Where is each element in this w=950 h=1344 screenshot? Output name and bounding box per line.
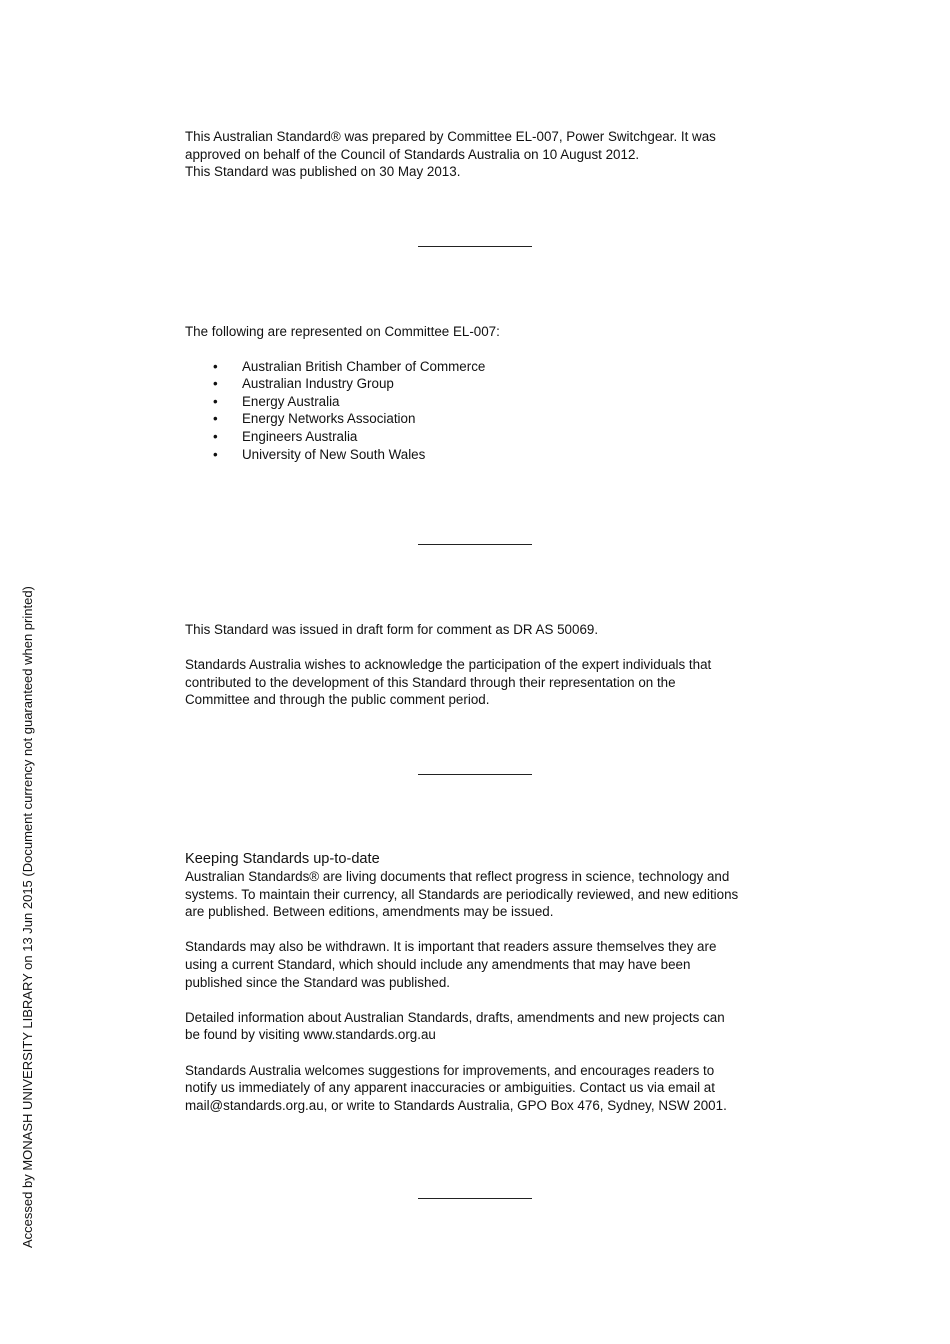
list-item bbox=[185, 446, 785, 464]
bullet-icon: • bbox=[213, 376, 218, 392]
committee-section bbox=[185, 323, 785, 463]
paragraph-line: published since the Standard was published. bbox=[185, 974, 451, 990]
paragraph-line: are published. Between editions, amendments may be issued. bbox=[185, 904, 554, 920]
bullet-icon: • bbox=[213, 411, 218, 427]
acknowledgement-line-1: Standards Australia wishes to acknowledge the participation of the expert individuals that bbox=[185, 657, 712, 673]
paragraph-line: Standards may also be withdrawn. It is important that readers assure themselves they are bbox=[185, 939, 717, 955]
member-name: Energy Australia bbox=[242, 393, 340, 409]
detailed-information-paragraph bbox=[185, 1009, 785, 1044]
paragraph-line: Detailed information about Australian Standards, drafts, amendments and new projects can bbox=[185, 1009, 725, 1025]
preparation-line-1: This Australian Standard® was prepared by Committee EL-007, Power Switchgear. It was bbox=[185, 129, 716, 144]
member-name: Australian British Chamber of Commerce bbox=[242, 358, 486, 374]
member-name: Australian Industry Group bbox=[242, 376, 394, 392]
postal-address: , or write to Standards Australia, GPO Box 476, Sydney, NSW 2001. bbox=[323, 1097, 727, 1113]
paragraph-line: notify us immediately of any apparent inaccuracies or ambiguities. Contact us via email at bbox=[185, 1080, 715, 1096]
paragraph-line bbox=[185, 1097, 785, 1115]
paragraph-line bbox=[185, 1026, 785, 1044]
draft-section bbox=[185, 621, 785, 709]
section-divider bbox=[418, 544, 532, 545]
paragraph-line: Australian Standards® are living documents that reflect progress in science, technology and bbox=[185, 869, 730, 884]
access-watermark: Accessed by MONASH UNIVERSITY LIBRARY on 13 Jun 2015 (Document currency not guaranteed when printed) bbox=[20, 586, 35, 1248]
withdrawal-paragraph bbox=[185, 938, 785, 991]
bullet-icon: • bbox=[213, 428, 218, 444]
paragraph-line: Standards Australia welcomes suggestions for improvements, and encourages readers to bbox=[185, 1062, 715, 1078]
email-link[interactable]: mail@standards.org.au bbox=[185, 1097, 324, 1113]
member-name: Engineers Australia bbox=[242, 428, 358, 444]
committee-member-list bbox=[185, 358, 785, 464]
list-item bbox=[185, 428, 785, 446]
acknowledgement-paragraph bbox=[185, 656, 785, 709]
list-item bbox=[185, 375, 785, 393]
preparation-statement bbox=[185, 128, 785, 181]
bullet-icon: • bbox=[213, 446, 218, 462]
list-item bbox=[185, 358, 785, 376]
bullet-icon: • bbox=[213, 393, 218, 409]
paragraph-line: systems. To maintain their currency, all Standards are periodically reviewed, and new editions bbox=[185, 886, 739, 902]
member-name: University of New South Wales bbox=[242, 446, 426, 462]
publication-line: This Standard was published on 30 May 2013. bbox=[185, 164, 461, 180]
draft-issue-statement: This Standard was issued in draft form for comment as DR AS 50069. bbox=[185, 622, 599, 637]
link-prefix: be found by visiting bbox=[185, 1027, 304, 1043]
section-divider bbox=[418, 774, 532, 775]
acknowledgement-line-2: contributed to the development of this Standard through their representation on the bbox=[185, 674, 676, 690]
suggestions-paragraph bbox=[185, 1062, 785, 1115]
member-name: Energy Networks Association bbox=[242, 411, 416, 427]
website-link[interactable]: www.standards.org.au bbox=[303, 1027, 436, 1043]
section-divider bbox=[418, 1198, 532, 1199]
living-documents-paragraph bbox=[185, 868, 785, 921]
list-item bbox=[185, 410, 785, 428]
preparation-line-2: approved on behalf of the Council of Standards Australia on 10 August 2012. bbox=[185, 146, 640, 162]
section-divider bbox=[418, 246, 532, 247]
paragraph-line: using a current Standard, which should include any amendments that may have been bbox=[185, 956, 691, 972]
section-heading: Keeping Standards up-to-date bbox=[185, 851, 380, 867]
committee-intro: The following are represented on Committee EL-007: bbox=[185, 324, 500, 339]
keeping-up-to-date-section bbox=[185, 850, 785, 1114]
bullet-icon: • bbox=[213, 358, 218, 374]
list-item bbox=[185, 393, 785, 411]
acknowledgement-line-3: Committee and through the public comment period. bbox=[185, 692, 490, 708]
